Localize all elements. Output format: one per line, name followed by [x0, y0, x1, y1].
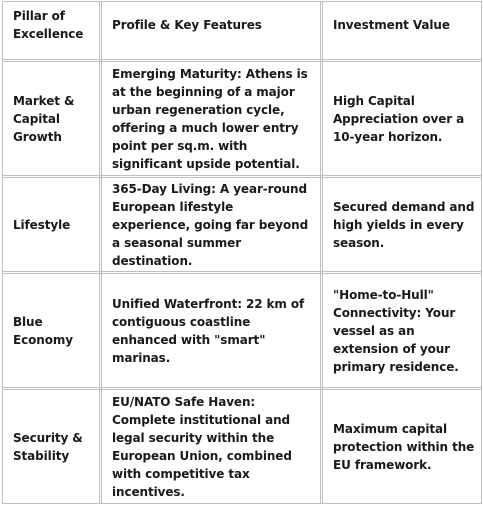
table-cell-pillar: [3, 63, 100, 175]
table-cell-value: [323, 275, 481, 387]
table-cell-profile: [102, 391, 321, 503]
table-cell-value: [323, 391, 481, 503]
header-label: Pillar of Excellence: [13, 9, 84, 41]
table-cell-value: [323, 63, 481, 175]
cell-text: Security & Stability: [13, 431, 83, 463]
table-cell-profile: [102, 179, 321, 271]
header-label: Investment Value: [333, 18, 450, 32]
cell-text: EU/NATO Safe Haven: Complete institutional and legal security within the European Union, combined with competitive tax incentives.: [112, 395, 292, 499]
cell-text: Unified Waterfront: 22 km of contiguous coastline enhanced with "smart" marinas.: [112, 297, 305, 365]
table-cell-pillar: [3, 391, 100, 503]
cell-text: High Capital Appreciation over a 10-year horizon.: [333, 94, 465, 144]
header-cell-value: [323, 16, 481, 56]
cell-text: Maximum capital protection within the EU framework.: [333, 422, 475, 472]
header-label: Profile & Key Features: [112, 18, 262, 32]
table-cell-value: [323, 179, 481, 271]
table-cell-profile: [102, 63, 321, 175]
cell-text: "Home-to-Hull" Connectivity: Your vessel as an extension of your primary residence.: [333, 288, 459, 374]
table-cell-pillar: [3, 275, 100, 387]
cell-text: 365-Day Living: A year-round European lifestyle experience, going far beyond a seasonal summer destination.: [112, 182, 309, 268]
cell-text: Blue Economy: [13, 315, 73, 347]
cell-text: Secured demand and high yields in every season.: [333, 200, 475, 250]
header-cell-profile: [102, 16, 321, 56]
cell-text: Emerging Maturity: Athens is at the beginning of a major urban regeneration cycle, offering a much lower entry point per sq.m. with significant upside potential.: [112, 67, 308, 171]
table-cell-profile: [102, 275, 321, 387]
cell-text: Lifestyle: [13, 218, 71, 232]
table-cell-pillar: [3, 179, 100, 271]
header-cell-pillar: [3, 7, 100, 57]
cell-text: Market & Capital Growth: [13, 94, 75, 144]
